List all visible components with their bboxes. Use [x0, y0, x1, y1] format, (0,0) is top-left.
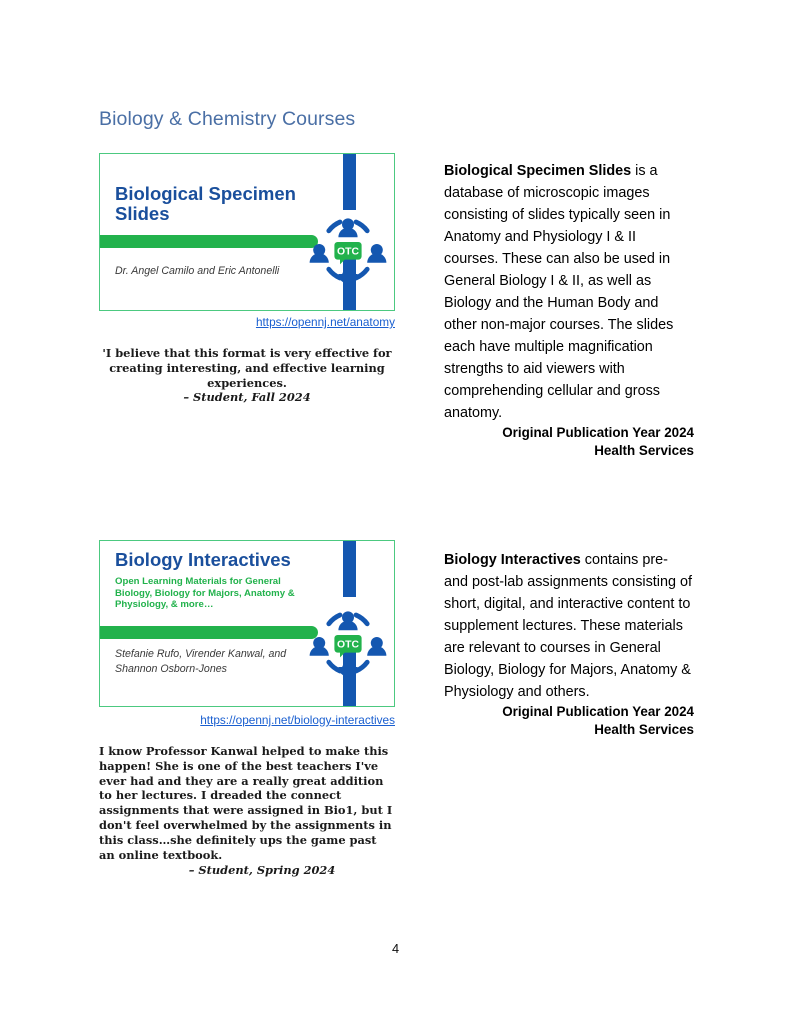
quote-text: I know Professor Kanwal helped to make this happen! She is one of the best teachers I've ever had and they are a really great addition to her lectures. I dreaded the connect assignments that were assigned in Bio1, but I don't feel overwhelmed by the assignments in this class…she definitely ups the game past an online textbook.: [99, 744, 393, 862]
description-body: contains pre- and post-lab assignments consisting of short, digital, and interactive content to supplement lectures. These materials are relevant to courses in General Biology, Biology for Majors, Anatomy & Physiology and others.: [444, 552, 692, 701]
card-title: Biology Interactives: [115, 549, 291, 570]
page-title: Biology & Chemistry Courses: [99, 108, 356, 130]
description-body: is a database of microscopic images consisting of slides typically seen in Anatomy and Physiology I & II courses. These can also be used in General Biology I & II, as well as Biology and the Human Body and other non-major courses. The slides each have multiple magnification strengths to aid viewers with comprehending cellular and gross anatomy.: [444, 163, 674, 422]
otc-logo-label: OTC: [337, 246, 359, 258]
blue-accent-bar-top: [343, 154, 356, 210]
card-title: Biological Specimen Slides: [115, 183, 296, 224]
course-cover-card: [99, 540, 395, 707]
course-description: [444, 549, 694, 739]
otc-network-logo: [308, 603, 388, 683]
green-accent-bar: [100, 235, 318, 248]
publication-year: Original Publication Year 2024: [502, 425, 694, 441]
card-subtitle: Open Learning Materials for General Biology, Biology for Majors, Anatomy & Physiology, & more…: [115, 576, 295, 611]
course-cover-card: [99, 153, 395, 311]
course-link[interactable]: https://opennj.net/anatomy: [255, 315, 395, 329]
blue-accent-bar-top: [343, 541, 356, 597]
course-link[interactable]: https://opennj.net/biology-interactives: [200, 713, 395, 727]
description-lead: Biology Interactives: [444, 552, 581, 568]
student-quote: [99, 346, 395, 405]
card-authors: Dr. Angel Camilo and Eric Antonelli: [115, 265, 280, 277]
quote-attribution: – Student, Fall 2024: [183, 390, 311, 405]
otc-network-logo: [308, 210, 388, 290]
department: Health Services: [594, 443, 694, 459]
quote-text: 'I believe that this format is very effective for creating interesting, and effective learning experiences.: [102, 346, 392, 390]
green-accent-bar: [100, 626, 318, 639]
quote-attribution: – Student, Spring 2024: [188, 862, 336, 877]
description-lead: Biological Specimen Slides: [444, 163, 632, 179]
otc-logo-label: OTC: [337, 639, 359, 651]
course-description: [444, 160, 694, 460]
card-authors: Stefanie Rufo, Virender Kanwal, and Shannon Osborn-Jones: [115, 648, 287, 676]
department: Health Services: [594, 721, 694, 737]
page-number: 4: [391, 941, 400, 956]
publication-year: Original Publication Year 2024: [502, 704, 694, 720]
student-quote: [99, 744, 395, 877]
